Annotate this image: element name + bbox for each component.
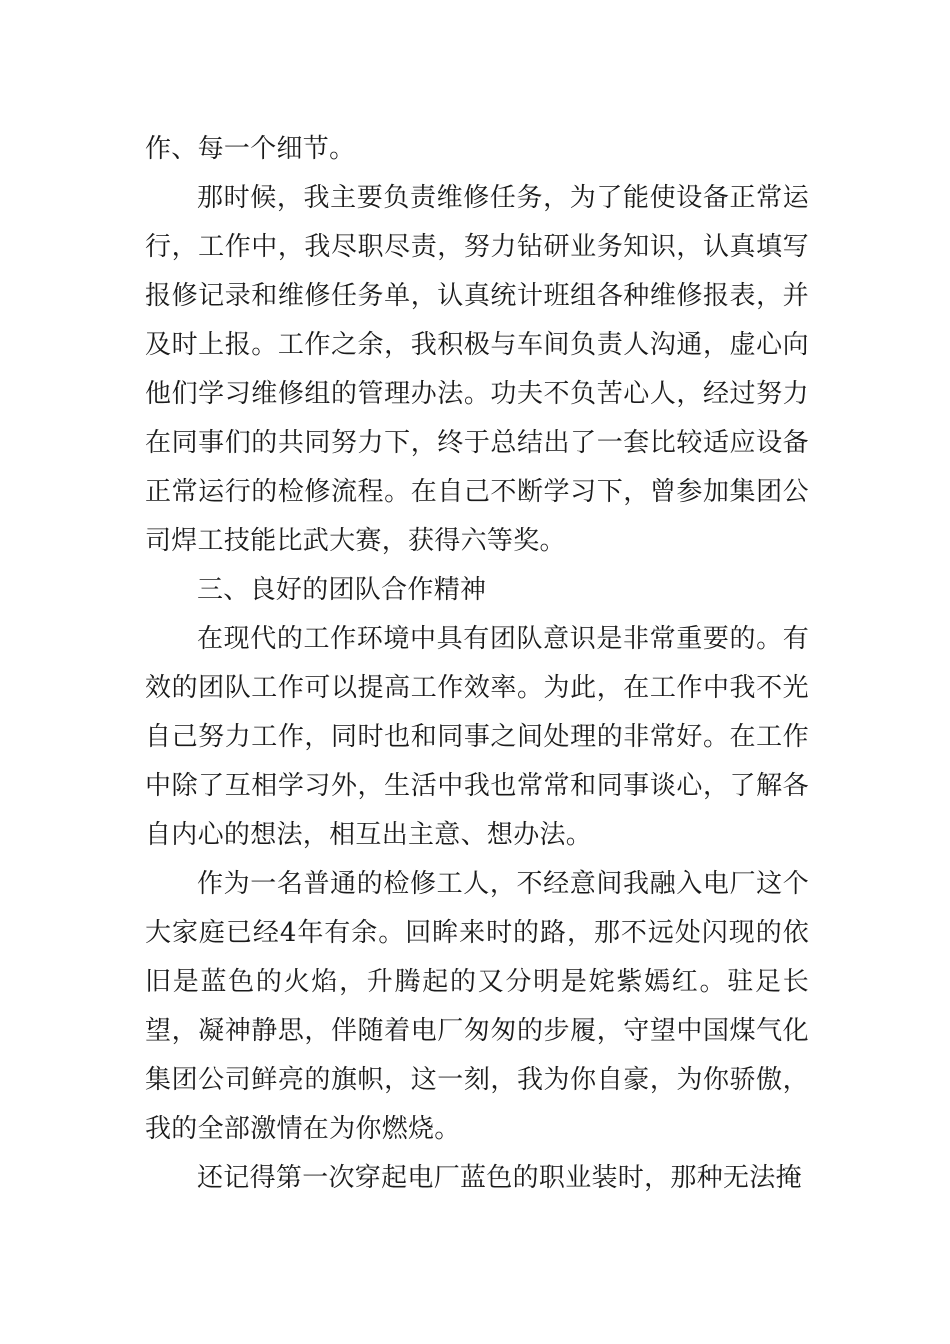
paragraph-reflection: 作为一名普通的检修工人，不经意间我融入电厂这个大家庭已经4年有余。回眸来时的路，那不远处闪现的依旧是蓝色的火焰，升腾起的又分明是姹紫嫣红。驻足长望，凝神静思，伴随着电厂匆匆的步履，守望中国煤气化集团公司鲜亮的旗帜，这一刻，我为你自豪，为你骄傲，我的全部激情在为你燃烧。 bbox=[145, 869, 809, 1144]
paragraph-teamwork: 在现代的工作环境中具有团队意识是非常重要的。有效的团队工作可以提高工作效率。为此，在工作中我不光自己努力工作，同时也和同事之间处理的非常好。在工作中除了互相学习外，生活中我也常常和同事谈心，了解各自内心的想法，相互出主意、想办法。 bbox=[145, 624, 809, 850]
paragraph-maintenance: 那时候，我主要负责维修任务，为了能使设备正常运行，工作中，我尽职尽责，努力钻研业务知识，认真填写报修记录和维修任务单，认真统计班组各种维修报表，并及时上报。工作之余，我积极与车间负责人沟通，虚心向他们学习维修组的管理办法。功夫不负苦心人，经过努力在同事们的共同努力下，终于总结出了一套比较适应设备正常运行的检修流程。在自己不断学习下，曾参加集团公司焊工技能比武大赛，获得六等奖。 bbox=[145, 183, 809, 556]
section-heading-teamwork: 三、良好的团队合作精神 bbox=[197, 575, 487, 605]
paragraph-uniform: 还记得第一次穿起电厂蓝色的职业装时，那种无法掩 bbox=[197, 1163, 802, 1193]
paragraph-continuation: 作、每一个细节。 bbox=[145, 134, 356, 164]
body-text bbox=[145, 125, 809, 1203]
